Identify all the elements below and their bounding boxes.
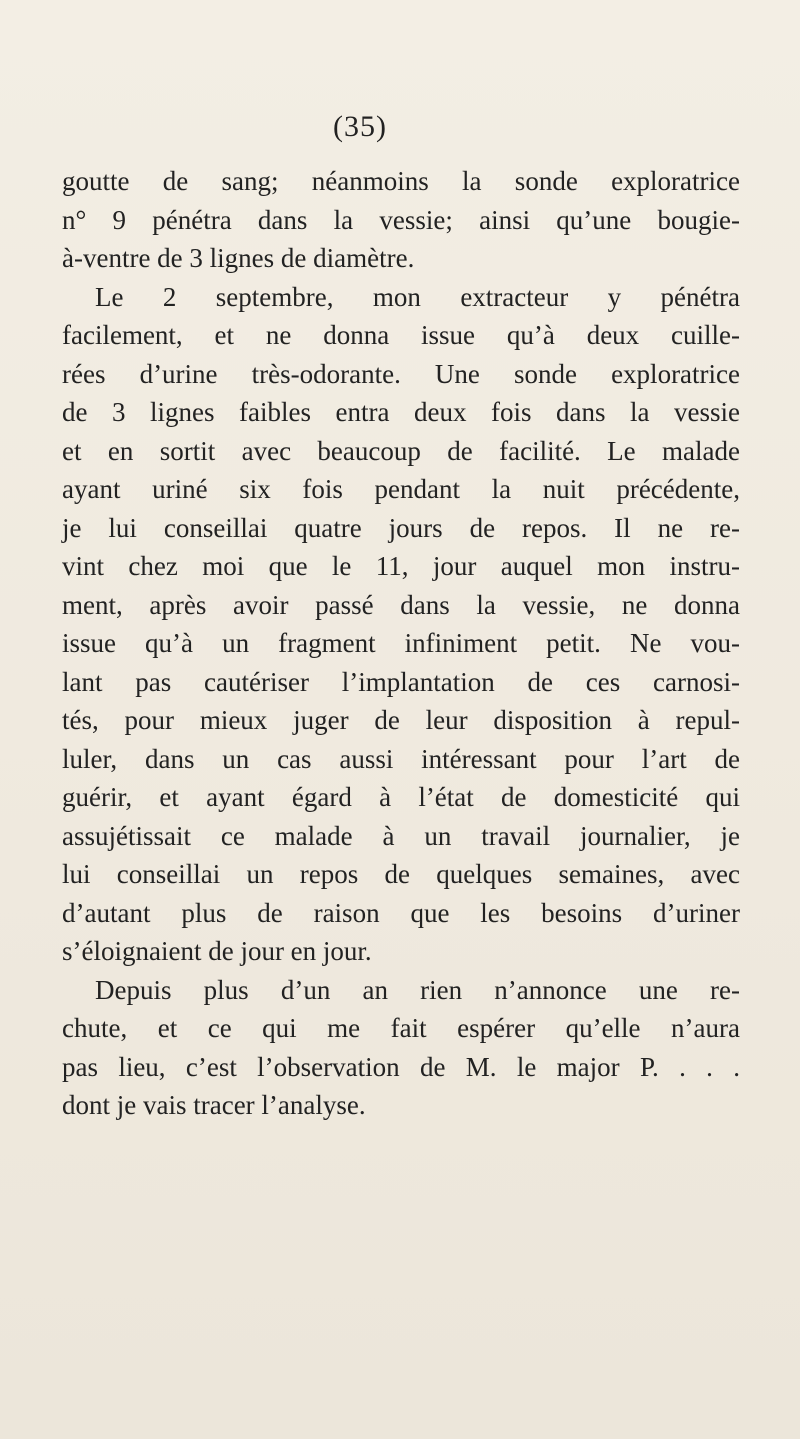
page-number: (35) <box>333 110 387 143</box>
text-line: vint chez moi que le 11, jour auquel mon instru- <box>62 551 740 581</box>
text-line: assujétissait ce malade à un travail journalier, je <box>62 820 740 851</box>
text-line: guérir, et ayant égard à l’état de domesticité qui <box>62 782 740 812</box>
text-line: Depuis plus d’un an rien n’annonce une re- <box>95 974 740 1005</box>
text-line: d’autant plus de raison que les besoins d’uriner <box>62 897 740 928</box>
text-line: ayant uriné six fois pendant la nuit précédente, <box>62 474 740 504</box>
text-line: de 3 lignes faibles entra deux fois dans la vessie <box>62 397 740 427</box>
text-line: à-ventre de 3 lignes de diamètre. <box>62 243 415 273</box>
text-line: s’éloignaient de jour en jour. <box>62 936 372 966</box>
body-text <box>62 162 740 1125</box>
text-line: je lui conseillai quatre jours de repos. Il ne re- <box>62 512 740 543</box>
text-line: ment, après avoir passé dans la vessie, ne donna <box>62 589 740 620</box>
text-line: luler, dans un cas aussi intéressant pour l’art de <box>62 743 740 774</box>
text-line: dont je vais tracer l’analyse. <box>62 1090 366 1120</box>
text-line: goutte de sang; néanmoins la sonde exploratrice <box>62 166 740 196</box>
text-line: tés, pour mieux juger de leur disposition à repul- <box>62 705 740 735</box>
text-line: et en sortit avec beaucoup de facilité. Le malade <box>62 435 740 466</box>
text-line: facilement, et ne donna issue qu’à deux cuille- <box>62 320 740 350</box>
text-line: rées d’urine très-odorante. Une sonde exploratrice <box>62 358 740 389</box>
text-line: n° 9 pénétra dans la vessie; ainsi qu’une bougie- <box>62 204 740 235</box>
text-line: lant pas cautériser l’implantation de ces carnosi- <box>62 666 740 697</box>
text-line: Le 2 septembre, mon extracteur y pénétra <box>95 281 740 312</box>
text-line: chute, et ce qui me fait espérer qu’elle n’aura <box>62 1013 740 1043</box>
text-line: issue qu’à un fragment infiniment petit. Ne vou- <box>62 628 740 658</box>
text-line: pas lieu, c’est l’observation de M. le major P. . . . <box>62 1051 740 1082</box>
text-line: lui conseillai un repos de quelques semaines, avec <box>62 859 740 889</box>
